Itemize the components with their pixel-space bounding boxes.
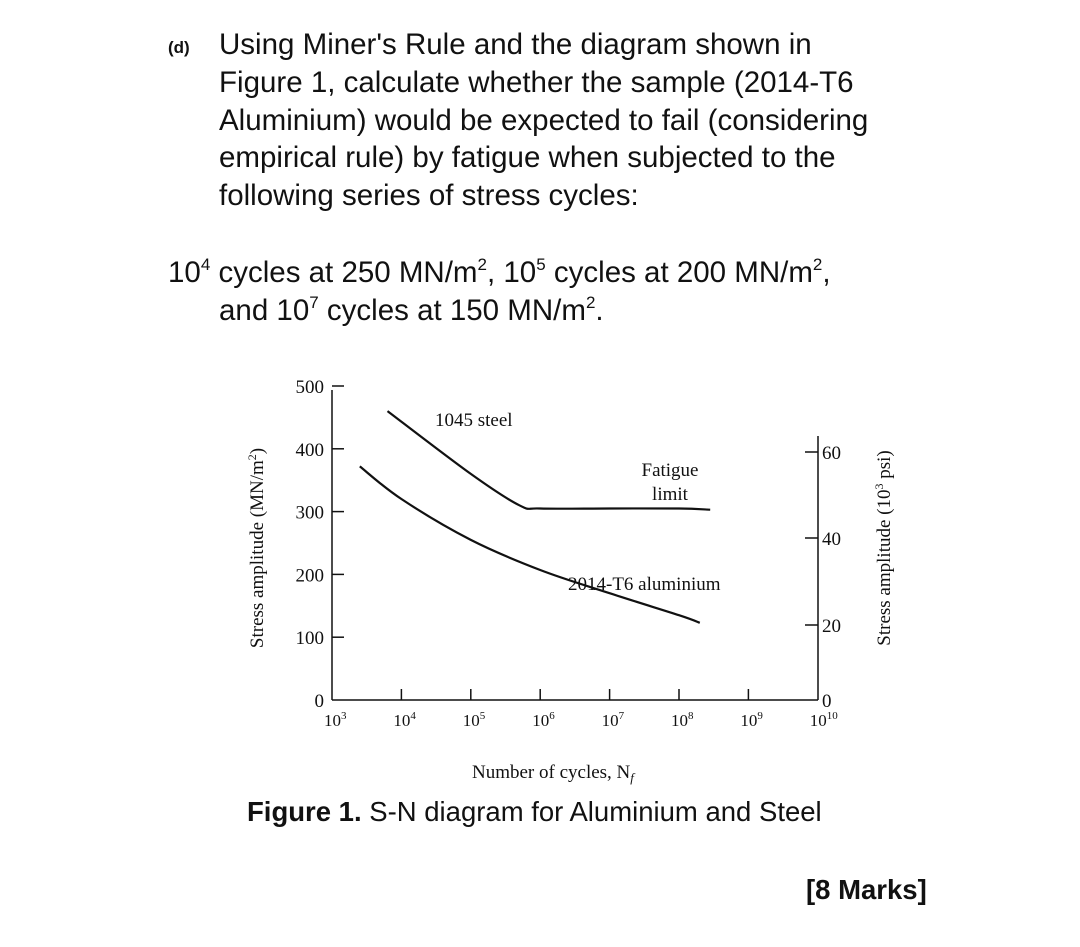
y-right-tick-label: 60 [822,443,841,464]
question-line-4: empirical rule) by fatigue when subjected to the [219,141,836,174]
fatigue-limit-annotation-line-1: Fatigue [641,460,699,481]
marks-label: [8 Marks] [806,874,927,905]
chart-axes [332,390,818,700]
x-tick-label: $10^7$ [601,710,625,730]
question-label: (d) [168,38,190,57]
y-right-tick-label: 40 [822,529,841,550]
stress-series-line-1: $10^4$ cycles at 250 $MN/m^2$, $10^5$ cycles at 200 $MN/m^2$, [168,255,831,289]
x-tick-label: $10^{10}$ [809,710,838,730]
y-right-tick-label: 0 [822,691,832,712]
question-line-3: Aluminium) would be expected to fail (considering [219,104,869,137]
fatigue-limit-annotation-line-2: limit [652,484,688,505]
question-line-5: following series of stress cycles: [219,179,639,212]
y-left-tick-label: 400 [295,439,324,461]
series-label-1045-steel: 1045 steel [435,410,513,431]
curve-2014-t6-aluminium [360,466,700,622]
chart-ticks [296,377,842,730]
y-left-tick-label: 100 [295,628,324,650]
stress-series-line-2: and $10^7$ cycles at 150 $MN/m^2$. [219,293,604,327]
series-label-2014-t6-aluminium: 2014-T6 aluminium [568,574,721,595]
y-axis-title-left: Stress amplitude $(MN/m^2)$ [245,447,268,649]
figure-caption: Figure 1. S-N diagram for Aluminium and Steel [247,796,822,827]
x-tick-label: $10^4$ [393,710,416,730]
y-left-tick-label: 300 [295,502,324,524]
x-tick-label: $10^6$ [532,710,555,730]
question-line-2: Figure 1, calculate whether the sample (2014-T6 [219,66,854,99]
y-left-tick-label: 500 [295,377,324,398]
x-tick-label: $10^8$ [671,710,694,730]
x-tick-label: $10^9$ [740,710,763,730]
x-tick-label: $10^5$ [462,710,486,730]
x-tick-label: $10^3$ [324,710,347,730]
x-axis-title: Number of cycles, $N_f$ [472,762,634,785]
question-line-1: Using Miner's Rule and the diagram shown in [219,28,812,61]
y-right-tick-label: 20 [822,616,841,637]
y-axis-title-right: Stress amplitude ($10^3$ psi) [872,450,895,646]
y-left-tick-label: 200 [295,565,324,587]
chart-labels [245,410,895,785]
y-left-tick-label: 0 [314,691,324,712]
